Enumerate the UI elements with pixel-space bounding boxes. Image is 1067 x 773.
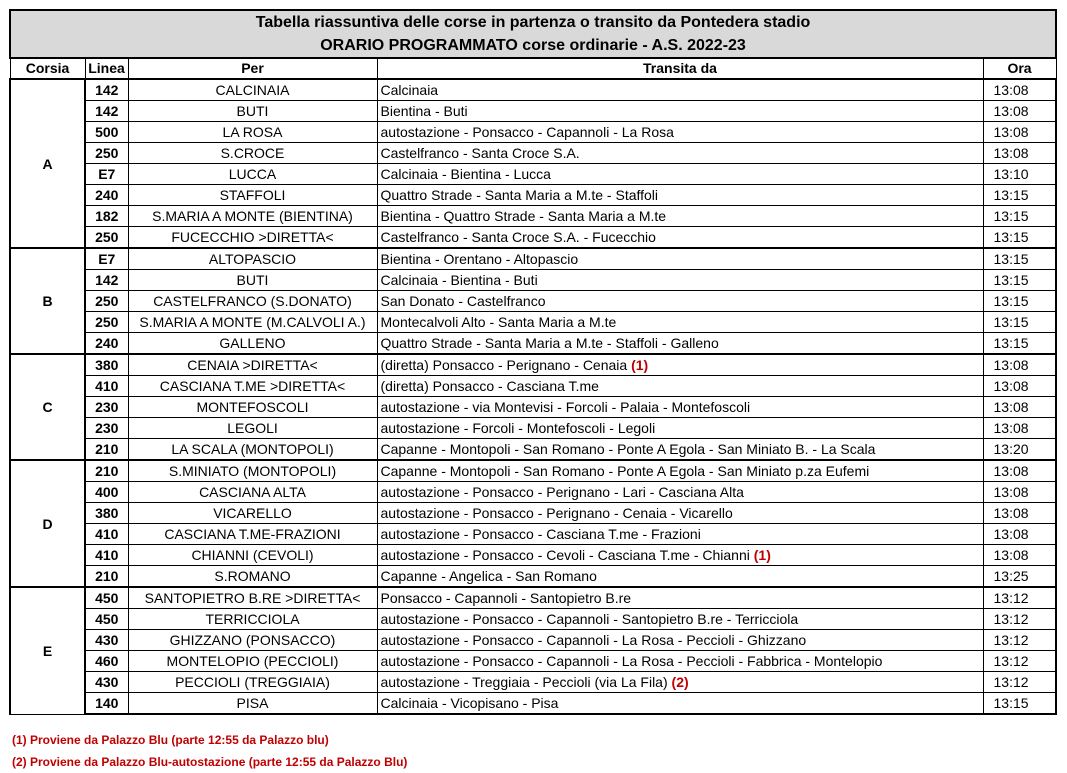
col-header-linea: Linea — [85, 58, 128, 79]
time-cell: 13:08 — [983, 143, 1056, 164]
table-row — [10, 672, 1056, 693]
linea-cell: 380 — [85, 503, 128, 524]
table-row — [10, 418, 1056, 439]
table-row — [10, 227, 1056, 249]
via-cell — [377, 227, 983, 249]
via-text: Capanne - Angelica - San Romano — [380, 568, 597, 584]
table-row — [10, 101, 1056, 122]
via-cell — [377, 354, 983, 376]
via-cell — [377, 333, 983, 355]
corsia-label: A — [10, 79, 85, 248]
schedule-table — [9, 9, 1057, 715]
via-cell — [377, 566, 983, 588]
via-text: autostazione - Ponsacco - Capannoli - Santopietro B.re - Terricciola — [380, 611, 799, 627]
destination-cell: MONTELOPIO (PECCIOLI) — [128, 651, 377, 672]
column-header-row — [10, 58, 1056, 79]
linea-cell: 250 — [85, 312, 128, 333]
linea-cell: 450 — [85, 587, 128, 609]
time-cell: 13:08 — [983, 545, 1056, 566]
via-cell — [377, 587, 983, 609]
destination-cell: FUCECCHIO >DIRETTA< — [128, 227, 377, 249]
table-row — [10, 609, 1056, 630]
linea-cell: 240 — [85, 333, 128, 355]
via-text: Calcinaia — [380, 82, 439, 98]
via-text: (diretta) Ponsacco - Perignano - Cenaia — [380, 357, 628, 373]
via-cell — [377, 460, 983, 482]
destination-cell: S.MARIA A MONTE (BIENTINA) — [128, 206, 377, 227]
via-cell — [377, 439, 983, 461]
col-header-per: Per — [128, 58, 377, 79]
via-text: Bientina - Orentano - Altopascio — [380, 251, 579, 267]
table-row — [10, 482, 1056, 503]
via-cell — [377, 164, 983, 185]
time-cell: 13:08 — [983, 482, 1056, 503]
table-row — [10, 693, 1056, 715]
via-cell — [377, 482, 983, 503]
destination-cell: PISA — [128, 693, 377, 715]
table-title — [10, 10, 1056, 58]
time-cell: 13:08 — [983, 376, 1056, 397]
destination-cell: CHIANNI (CEVOLI) — [128, 545, 377, 566]
corsia-label: D — [10, 460, 85, 587]
table-row — [10, 630, 1056, 651]
table-row — [10, 164, 1056, 185]
destination-cell: LA SCALA (MONTOPOLI) — [128, 439, 377, 461]
table-row — [10, 354, 1056, 376]
linea-cell: 142 — [85, 101, 128, 122]
linea-cell: 230 — [85, 397, 128, 418]
via-text: autostazione - Forcoli - Montefoscoli - Legoli — [380, 420, 656, 436]
table-row — [10, 206, 1056, 227]
table-row — [10, 651, 1056, 672]
via-text: Ponsacco - Capannoli - Santopietro B.re — [380, 590, 632, 606]
via-text: autostazione - Ponsacco - Casciana T.me - Frazioni — [380, 526, 701, 542]
via-cell — [377, 672, 983, 693]
linea-cell: 142 — [85, 79, 128, 101]
destination-cell: LUCCA — [128, 164, 377, 185]
via-text: (diretta) Ponsacco - Casciana T.me — [380, 378, 599, 394]
time-cell: 13:15 — [983, 333, 1056, 355]
footnote-2: (2) Proviene da Palazzo Blu-autostazione (parte 12:55 da Palazzo Blu) — [12, 755, 408, 769]
table-row — [10, 185, 1056, 206]
via-text: autostazione - Treggiaia - Peccioli (via La Fila) — [380, 674, 668, 690]
table-row — [10, 79, 1056, 101]
time-cell: 13:12 — [983, 672, 1056, 693]
table-row — [10, 376, 1056, 397]
via-cell — [377, 545, 983, 566]
time-cell: 13:08 — [983, 122, 1056, 143]
destination-cell: S.MINIATO (MONTOPOLI) — [128, 460, 377, 482]
linea-cell: 450 — [85, 609, 128, 630]
via-cell — [377, 693, 983, 715]
time-cell: 13:08 — [983, 79, 1056, 101]
via-cell — [377, 143, 983, 164]
via-text: autostazione - Ponsacco - Capannoli - La Rosa - Peccioli - Ghizzano — [380, 632, 807, 648]
via-cell — [377, 524, 983, 545]
destination-cell: S.CROCE — [128, 143, 377, 164]
destination-cell: S.MARIA A MONTE (M.CALVOLI A.) — [128, 312, 377, 333]
via-text: autostazione - Ponsacco - Capannoli - La Rosa — [380, 124, 674, 140]
via-text: autostazione - Ponsacco - Capannoli - La Rosa - Peccioli - Fabbrica - Montelopio — [380, 653, 883, 669]
title-line-2: ORARIO PROGRAMMATO corse ordinarie - A.S. 2022-23 — [320, 37, 746, 54]
via-text: Quattro Strade - Santa Maria a M.te - Staffoli - Galleno — [380, 335, 719, 351]
title-line-1: Tabella riassuntiva delle corse in partenza o transito da Pontedera stadio — [255, 14, 811, 31]
linea-cell: 182 — [85, 206, 128, 227]
table-row — [10, 143, 1056, 164]
destination-cell: BUTI — [128, 101, 377, 122]
destination-cell: GHIZZANO (PONSACCO) — [128, 630, 377, 651]
time-cell: 13:08 — [983, 101, 1056, 122]
linea-cell: 210 — [85, 439, 128, 461]
via-cell — [377, 418, 983, 439]
destination-cell: PECCIOLI (TREGGIAIA) — [128, 672, 377, 693]
col-header-ora: Ora — [983, 58, 1056, 79]
via-text: Castelfranco - Santa Croce S.A. — [380, 145, 580, 161]
via-text: Bientina - Quattro Strade - Santa Maria a M.te — [380, 208, 667, 224]
destination-cell: CASTELFRANCO (S.DONATO) — [128, 291, 377, 312]
destination-cell: S.ROMANO — [128, 566, 377, 588]
via-cell — [377, 397, 983, 418]
table-row — [10, 248, 1056, 270]
destination-cell: MONTEFOSCOLI — [128, 397, 377, 418]
linea-cell: 400 — [85, 482, 128, 503]
linea-cell: 250 — [85, 291, 128, 312]
table-row — [10, 503, 1056, 524]
via-text: autostazione - Ponsacco - Perignano - Cenaia - Vicarello — [380, 505, 733, 521]
time-cell: 13:08 — [983, 418, 1056, 439]
via-cell — [377, 291, 983, 312]
time-cell: 13:15 — [983, 270, 1056, 291]
time-cell: 13:15 — [983, 206, 1056, 227]
linea-cell: 210 — [85, 566, 128, 588]
linea-cell: E7 — [85, 248, 128, 270]
time-cell: 13:15 — [983, 227, 1056, 249]
table-row — [10, 545, 1056, 566]
via-cell — [377, 79, 983, 101]
via-cell — [377, 185, 983, 206]
destination-cell: SANTOPIETRO B.RE >DIRETTA< — [128, 587, 377, 609]
footnote-1: (1) Proviene da Palazzo Blu (parte 12:55 da Palazzo blu) — [12, 733, 329, 747]
time-cell: 13:08 — [983, 460, 1056, 482]
via-cell — [377, 312, 983, 333]
via-text: Capanne - Montopoli - San Romano - Ponte A Egola - San Miniato p.za Eufemi — [380, 463, 870, 479]
destination-cell: CASCIANA T.ME-FRAZIONI — [128, 524, 377, 545]
time-cell: 13:12 — [983, 630, 1056, 651]
time-cell: 13:12 — [983, 609, 1056, 630]
table-row — [10, 566, 1056, 588]
via-cell — [377, 630, 983, 651]
destination-cell: CENAIA >DIRETTA< — [128, 354, 377, 376]
corsia-label: E — [10, 587, 85, 714]
linea-cell: 460 — [85, 651, 128, 672]
via-text: Capanne - Montopoli - San Romano - Ponte A Egola - San Miniato B. - La Scala — [380, 441, 876, 457]
time-cell: 13:08 — [983, 503, 1056, 524]
time-cell: 13:08 — [983, 524, 1056, 545]
via-text: Bientina - Buti — [380, 103, 468, 119]
via-text: Calcinaia - Vicopisano - Pisa — [380, 695, 559, 711]
linea-cell: 250 — [85, 227, 128, 249]
linea-cell: 210 — [85, 460, 128, 482]
schedule-body — [10, 79, 1056, 714]
footnotes — [12, 729, 407, 773]
via-text: autostazione - Ponsacco - Cevoli - Casciana T.me - Chianni — [380, 547, 750, 563]
time-cell: 13:10 — [983, 164, 1056, 185]
footnote-ref: (1) — [631, 357, 649, 373]
destination-cell: TERRICCIOLA — [128, 609, 377, 630]
via-cell — [377, 101, 983, 122]
table-row — [10, 439, 1056, 461]
footnote-ref: (2) — [671, 674, 689, 690]
table-row — [10, 524, 1056, 545]
table-row — [10, 122, 1056, 143]
table-row — [10, 587, 1056, 609]
time-cell: 13:12 — [983, 651, 1056, 672]
footnote-ref: (1) — [753, 547, 771, 563]
linea-cell: 230 — [85, 418, 128, 439]
via-cell — [377, 651, 983, 672]
via-cell — [377, 248, 983, 270]
via-text: Castelfranco - Santa Croce S.A. - Fucecchio — [380, 229, 656, 245]
time-cell: 13:15 — [983, 248, 1056, 270]
via-cell — [377, 609, 983, 630]
linea-cell: 430 — [85, 630, 128, 651]
via-cell — [377, 206, 983, 227]
table-row — [10, 312, 1056, 333]
destination-cell: STAFFOLI — [128, 185, 377, 206]
destination-cell: CALCINAIA — [128, 79, 377, 101]
linea-cell: 410 — [85, 545, 128, 566]
destination-cell: LEGOLI — [128, 418, 377, 439]
via-cell — [377, 376, 983, 397]
destination-cell: GALLENO — [128, 333, 377, 355]
corsia-label: C — [10, 354, 85, 460]
via-text: Montecalvoli Alto - Santa Maria a M.te — [380, 314, 617, 330]
table-row — [10, 333, 1056, 355]
linea-cell: 250 — [85, 143, 128, 164]
col-header-transita: Transita da — [377, 58, 983, 79]
time-cell: 13:20 — [983, 439, 1056, 461]
time-cell: 13:15 — [983, 693, 1056, 715]
linea-cell: 240 — [85, 185, 128, 206]
linea-cell: E7 — [85, 164, 128, 185]
time-cell: 13:15 — [983, 291, 1056, 312]
via-cell — [377, 122, 983, 143]
time-cell: 13:15 — [983, 312, 1056, 333]
table-row — [10, 460, 1056, 482]
corsia-label: B — [10, 248, 85, 354]
via-text: San Donato - Castelfranco — [380, 293, 546, 309]
linea-cell: 140 — [85, 693, 128, 715]
via-cell — [377, 270, 983, 291]
time-cell: 13:25 — [983, 566, 1056, 588]
destination-cell: CASCIANA T.ME >DIRETTA< — [128, 376, 377, 397]
table-row — [10, 397, 1056, 418]
linea-cell: 380 — [85, 354, 128, 376]
via-text: Quattro Strade - Santa Maria a M.te - Staffoli — [380, 187, 659, 203]
destination-cell: CASCIANA ALTA — [128, 482, 377, 503]
via-text: autostazione - Ponsacco - Perignano - Lari - Casciana Alta — [380, 484, 744, 500]
via-text: Calcinaia - Bientina - Buti — [380, 272, 538, 288]
via-text: autostazione - via Montevisi - Forcoli - Palaia - Montefoscoli — [380, 399, 751, 415]
via-text: Calcinaia - Bientina - Lucca — [380, 166, 551, 182]
linea-cell: 430 — [85, 672, 128, 693]
time-cell: 13:12 — [983, 587, 1056, 609]
linea-cell: 410 — [85, 376, 128, 397]
table-row — [10, 291, 1056, 312]
time-cell: 13:08 — [983, 354, 1056, 376]
destination-cell: ALTOPASCIO — [128, 248, 377, 270]
col-header-corsia: Corsia — [10, 58, 85, 79]
via-cell — [377, 503, 983, 524]
linea-cell: 410 — [85, 524, 128, 545]
time-cell: 13:08 — [983, 397, 1056, 418]
destination-cell: VICARELLO — [128, 503, 377, 524]
table-row — [10, 270, 1056, 291]
linea-cell: 500 — [85, 122, 128, 143]
schedule-container — [9, 9, 1055, 715]
destination-cell: LA ROSA — [128, 122, 377, 143]
linea-cell: 142 — [85, 270, 128, 291]
destination-cell: BUTI — [128, 270, 377, 291]
time-cell: 13:15 — [983, 185, 1056, 206]
